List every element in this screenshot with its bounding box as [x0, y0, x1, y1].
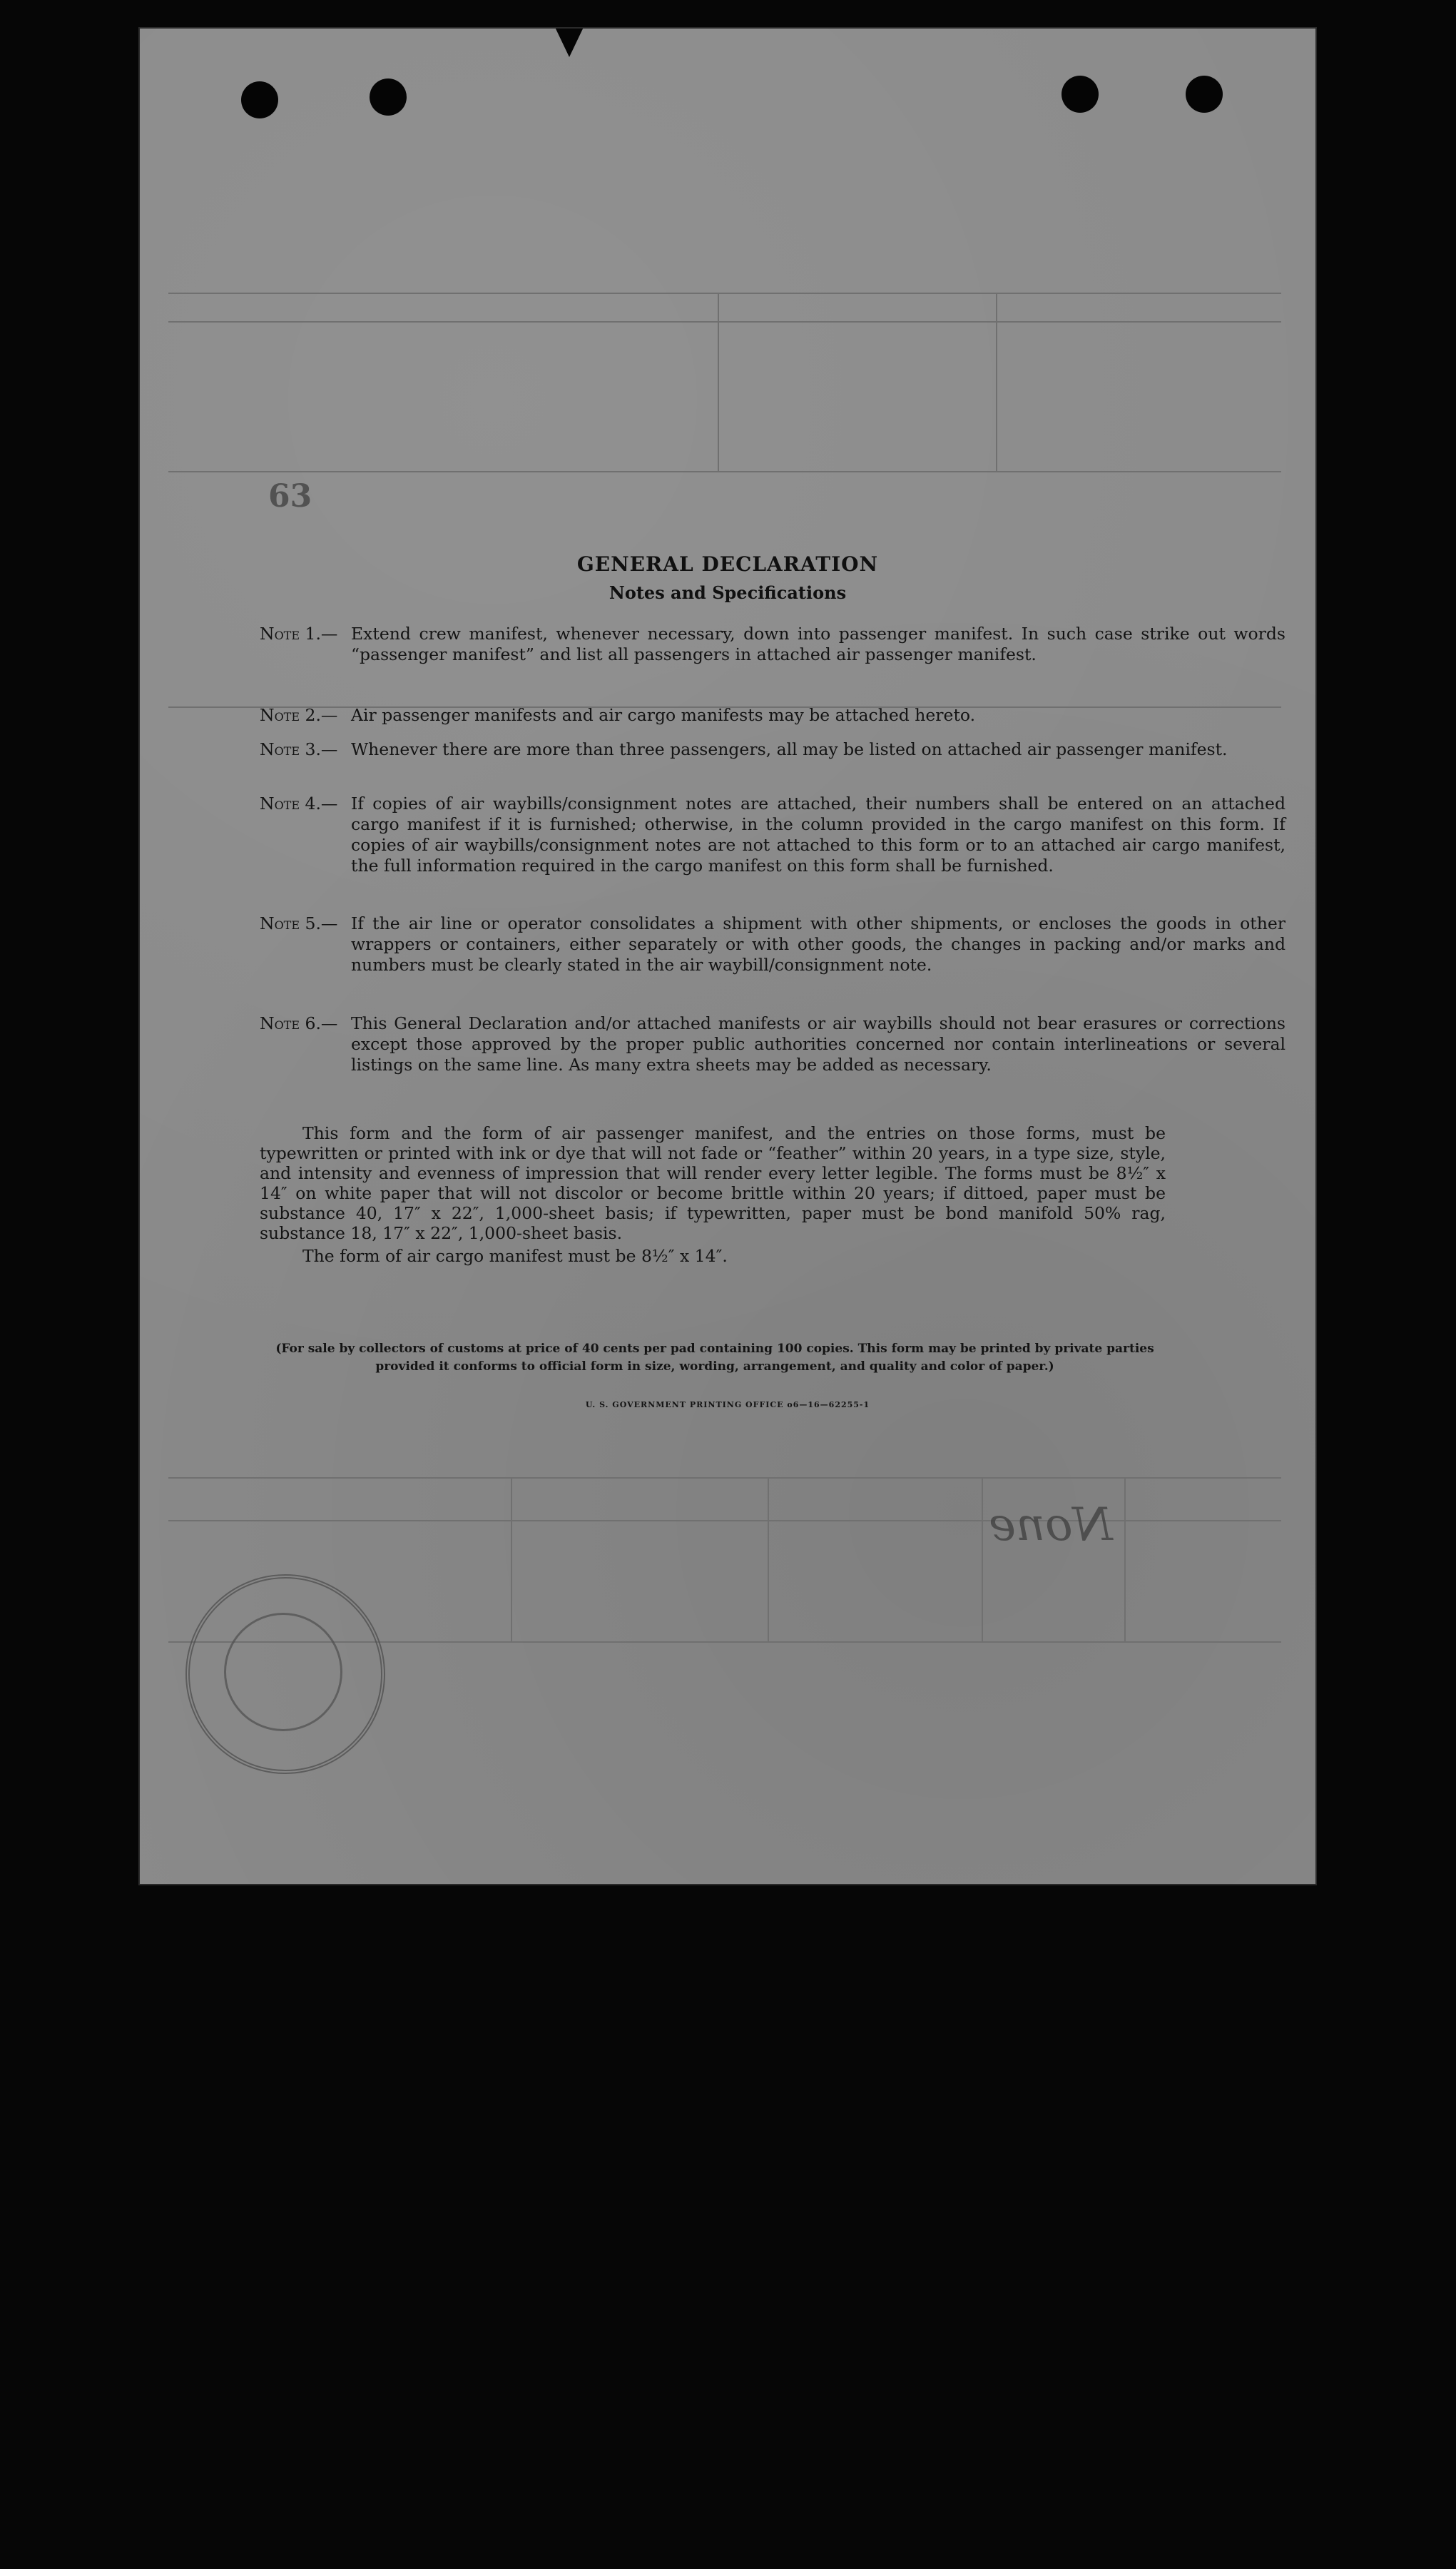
form-requirements: [260, 1123, 1166, 1243]
punch-hole-right-1: [1062, 76, 1099, 113]
bleed-rule: [168, 293, 1281, 294]
document-page: [140, 29, 1315, 1884]
note-text: Whenever there are more than three passengers, all may be listed on attached air passenger manifest.: [351, 739, 1228, 759]
handwritten-page-number: 63: [268, 478, 312, 515]
bleed-rule: [1124, 1477, 1126, 1641]
customs-stamp-bleed: [185, 1574, 385, 1774]
bleed-rule: [511, 1477, 512, 1641]
note-label: Note 5.—: [260, 913, 338, 933]
note-text: Extend crew manifest, whenever necessary, down into passenger manifest. In such case strike out words “passenger manifest” and list all passengers in attached air passenger manifest.: [351, 624, 1286, 664]
bleed-rule: [168, 321, 1281, 323]
note-label: Note 2.—: [260, 705, 338, 725]
sale-notice: (For sale by collectors of customs at price of 40 cents per pad containing 100 copies. This form may be printed by private parties provided it conforms to official form in size, wording, arrangement, and quality and color of paper.): [275, 1342, 1154, 1374]
note-text: If copies of air waybills/consignment notes are attached, their numbers shall be entered on an attached cargo manifest if it is furnished; otherwise, in the column provided in the cargo manifest on this form. If copies of air waybills/consignment notes are not attached to this form or to an attached air cargo manifest, the full information required in the cargo manifest on this form shall be furnished.: [351, 794, 1286, 876]
punch-hole-right-2: [1186, 76, 1223, 113]
page-title: GENERAL DECLARATION: [576, 552, 879, 576]
bleed-rule: [168, 1520, 1281, 1521]
handwritten-cargo-entry: None: [989, 1499, 1113, 1551]
bleed-rule: [718, 293, 719, 471]
bleed-rule: [168, 1477, 1281, 1479]
note-text: If the air line or operator consolidates a shipment with other shipments, or encloses the goods in other wrappers or containers, either separately or with other goods, the changes in packing and/or marks and numbers must be clearly stated in the air waybill/consignment note.: [351, 913, 1286, 975]
punch-hole-left-2: [370, 78, 407, 116]
bleed-rule: [982, 1477, 983, 1641]
punch-hole-left-1: [241, 81, 278, 118]
cargo-form-rule: The form of air cargo manifest must be 8½″ x 14″.: [302, 1246, 728, 1266]
bleed-rule: [168, 471, 1281, 472]
bleed-rule: [768, 1477, 769, 1641]
form-requirements-text: This form and the form of air passenger manifest, and the entries on those forms, must be typewritten or printed with ink or dye that will not fade or “feather” within 20 years, in a type size, style, and intensity and evenness of impression that will render every letter legible. The forms must be 8½″ x 14″ on white paper that will not discolor or become brittle within 20 years; if dittoed, paper must be substance 40, 17″ x 22″, 1,000-sheet basis; if typewritten, paper must be bond manifold 50% rag, substance 18, 17″ x 22″, 1,000-sheet basis.: [260, 1123, 1166, 1243]
page-subtitle: Notes and Specifications: [609, 582, 847, 603]
note-label: Note 4.—: [260, 794, 338, 814]
bleed-rule: [996, 293, 997, 471]
page-notch: [554, 29, 585, 57]
note-text: This General Declaration and/or attached manifests or air waybills should not bear erasures or corrections except those approved by the proper public authorities concerned nor contain interlineations or several listings on the same line. As many extra sheets may be added as necessary.: [351, 1013, 1286, 1075]
note-label: Note 3.—: [260, 739, 338, 759]
note-text: Air passenger manifests and air cargo manifests may be attached hereto.: [351, 705, 976, 725]
printing-office-imprint: U. S. GOVERNMENT PRINTING OFFICE o6—16—62255-1: [585, 1400, 870, 1409]
note-label: Note 6.—: [260, 1013, 338, 1033]
note-label: Note 1.—: [260, 624, 338, 644]
